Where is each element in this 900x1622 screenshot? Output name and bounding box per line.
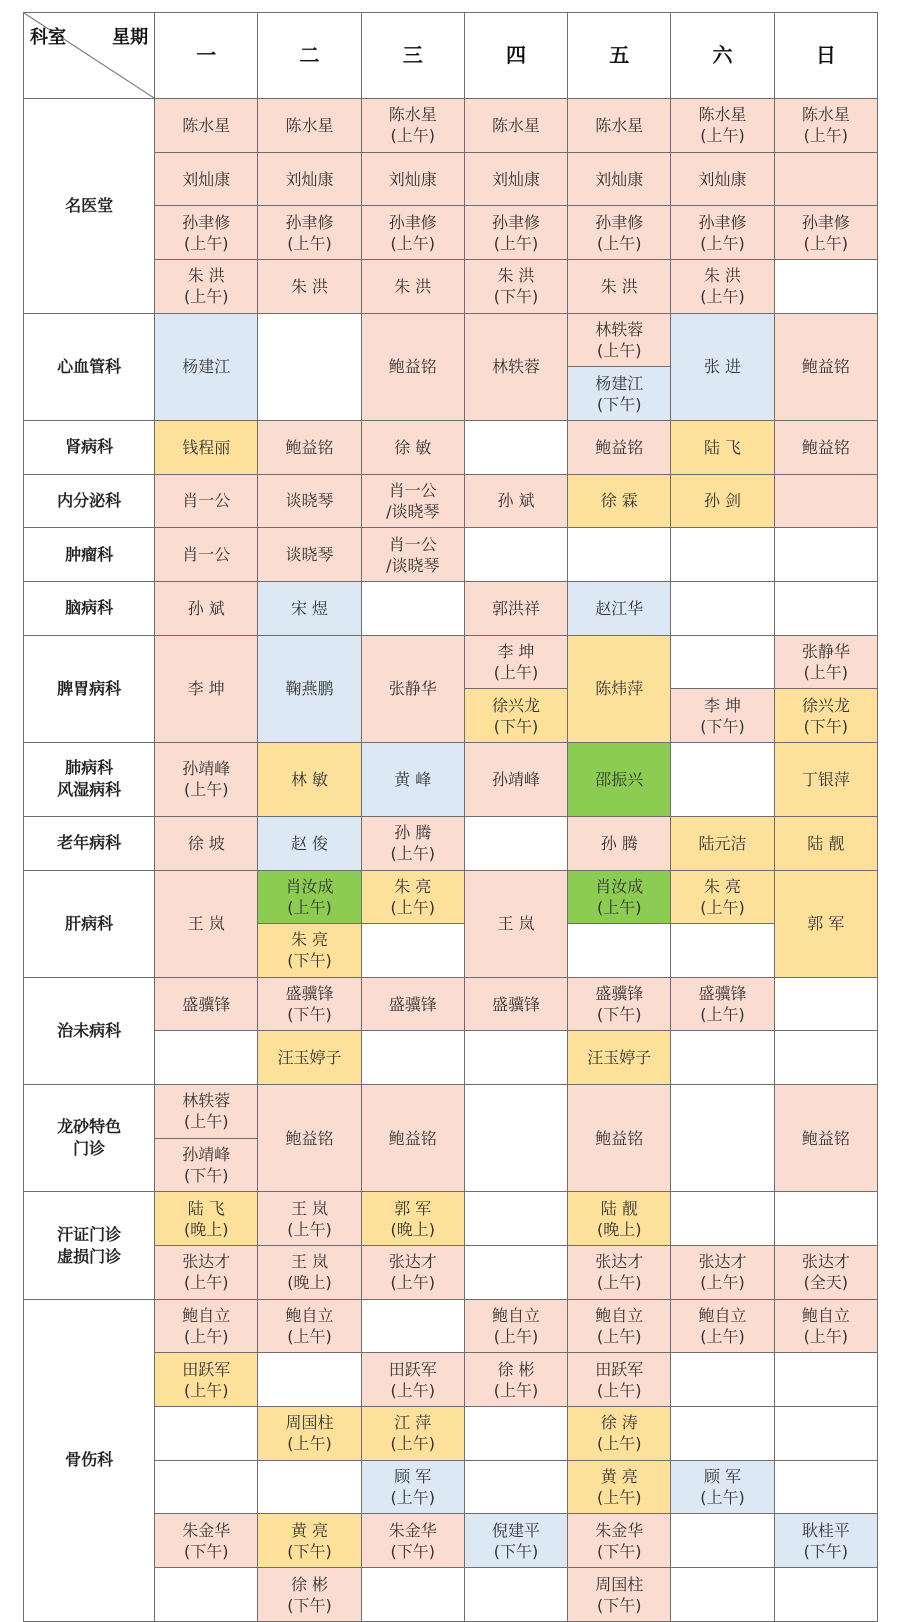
schedule-cell: 林轶蓉 (上午) (568, 313, 671, 367)
empty-cell (361, 1031, 464, 1085)
empty-cell (671, 1192, 774, 1246)
schedule-cell: 张静华 (361, 635, 464, 742)
schedule-cell: 孙聿修 (上午) (155, 206, 258, 260)
schedule-cell: 陈水星 (568, 99, 671, 153)
empty-cell (774, 260, 877, 314)
day-header-wed: 三 (361, 13, 464, 99)
empty-cell (671, 742, 774, 816)
schedule-cell: 周国柱 (上午) (258, 1407, 361, 1461)
schedule-cell: 徐兴龙 (下午) (774, 689, 877, 743)
schedule-cell: 陆 飞 (671, 421, 774, 475)
schedule-cell: 刘灿康 (671, 152, 774, 206)
schedule-cell: 孙 腾 (上午) (361, 816, 464, 870)
schedule-cell: 朱 洪 (下午) (464, 260, 567, 314)
schedule-cell: 盛骥锋 (361, 977, 464, 1031)
schedule-cell: 陈水星 (上午) (361, 99, 464, 153)
schedule-cell: 鲍自立 (上午) (258, 1299, 361, 1353)
empty-cell (464, 1085, 567, 1192)
empty-cell (361, 1568, 464, 1622)
schedule-cell: 孙靖峰 (上午) (155, 742, 258, 816)
schedule-cell: 盛骥锋 (下午) (568, 977, 671, 1031)
empty-cell (568, 924, 671, 978)
empty-cell (155, 1031, 258, 1085)
schedule-cell: 鲍益铭 (568, 1085, 671, 1192)
schedule-cell: 朱 洪 (361, 260, 464, 314)
schedule-cell: 孙靖峰 (464, 742, 567, 816)
empty-cell (774, 1568, 877, 1622)
schedule-cell: 鲍益铭 (774, 313, 877, 420)
schedule-cell: 邵振兴 (568, 742, 671, 816)
schedule-cell: 杨建江 (155, 313, 258, 420)
schedule-cell: 刘灿康 (361, 152, 464, 206)
empty-cell (258, 1460, 361, 1514)
schedule-cell: 朱 洪 (上午) (671, 260, 774, 314)
empty-cell (464, 1460, 567, 1514)
corner-label-weekday: 星期 (112, 27, 149, 48)
schedule-cell: 肖一公 (155, 474, 258, 528)
schedule-cell: 顾 军 (上午) (361, 1460, 464, 1514)
schedule-cell: 鲍自立 (上午) (671, 1299, 774, 1353)
schedule-cell: 杨建江 (下午) (568, 367, 671, 421)
dept-label: 心血管科 (24, 313, 155, 420)
schedule-cell: 盛骥锋 (464, 977, 567, 1031)
dept-label: 汗证门诊 虚损门诊 (24, 1192, 155, 1299)
schedule-cell: 鲍益铭 (361, 1085, 464, 1192)
dept-label: 肾病科 (24, 421, 155, 475)
schedule-cell: 陈炜萍 (568, 635, 671, 742)
schedule-cell: 张 进 (671, 313, 774, 420)
schedule-cell: 刘灿康 (155, 152, 258, 206)
schedule-cell: 黄 亮 (上午) (568, 1460, 671, 1514)
schedule-cell: 朱 洪 (上午) (155, 260, 258, 314)
schedule-cell: 鲍自立 (上午) (774, 1299, 877, 1353)
schedule-cell: 孙聿修 (上午) (258, 206, 361, 260)
schedule-cell: 张静华 (上午) (774, 635, 877, 689)
schedule-cell: 肖一公 (155, 528, 258, 582)
schedule-cell: 朱金华 (下午) (568, 1514, 671, 1568)
schedule-cell: 鲍益铭 (258, 1085, 361, 1192)
schedule-cell: 朱 亮 (上午) (361, 870, 464, 924)
schedule-cell: 盛骥锋 (155, 977, 258, 1031)
empty-cell (464, 1246, 567, 1300)
schedule-cell: 刘灿康 (258, 152, 361, 206)
empty-cell (671, 1514, 774, 1568)
schedule-cell: 孙聿修 (上午) (774, 206, 877, 260)
schedule-cell: 鲍自立 (上午) (155, 1299, 258, 1353)
schedule-cell: 张达才 (上午) (155, 1246, 258, 1300)
schedule-cell: 江 萍 (上午) (361, 1407, 464, 1461)
empty-cell (774, 1031, 877, 1085)
empty-cell (774, 1407, 877, 1461)
schedule-cell: 倪建平 (下午) (464, 1514, 567, 1568)
empty-cell (671, 1085, 774, 1192)
empty-cell (464, 528, 567, 582)
empty-cell (155, 1460, 258, 1514)
schedule-cell: 徐 霖 (568, 474, 671, 528)
schedule-cell: 陆 飞 (晚上) (155, 1192, 258, 1246)
schedule-cell: 朱 亮 (上午) (671, 870, 774, 924)
schedule-cell: 徐兴龙 (下午) (464, 689, 567, 743)
schedule-cell: 徐 敏 (361, 421, 464, 475)
day-header-sun: 日 (774, 13, 877, 99)
schedule-cell: 孙聿修 (上午) (671, 206, 774, 260)
schedule-cell: 陈水星 (155, 99, 258, 153)
schedule-cell: 鲍益铭 (774, 421, 877, 475)
schedule-cell: 孙聿修 (上午) (464, 206, 567, 260)
schedule-cell: 张达才 (上午) (671, 1246, 774, 1300)
schedule-cell: 林轶蓉 (464, 313, 567, 420)
schedule-cell: 孙聿修 (上午) (568, 206, 671, 260)
empty-cell (671, 528, 774, 582)
schedule-cell: 赵 俊 (258, 816, 361, 870)
schedule-cell: 耿桂平 (下午) (774, 1514, 877, 1568)
schedule-cell: 田跃军 (上午) (568, 1353, 671, 1407)
empty-cell (258, 313, 361, 420)
schedule-cell: 汪玉婷子 (258, 1031, 361, 1085)
dept-label: 肝病科 (24, 870, 155, 977)
empty-cell (774, 474, 877, 528)
dept-label: 肿瘤科 (24, 528, 155, 582)
schedule-cell: 朱 洪 (258, 260, 361, 314)
empty-cell (774, 528, 877, 582)
empty-cell (774, 152, 877, 206)
corner-label-dept: 科室 (30, 27, 66, 48)
day-header-mon: 一 (155, 13, 258, 99)
schedule-cell: 鲍自立 (上午) (464, 1299, 567, 1353)
empty-cell (671, 1031, 774, 1085)
dept-label: 老年病科 (24, 816, 155, 870)
dept-label: 脾胃病科 (24, 635, 155, 742)
schedule-cell: 宋 煜 (258, 581, 361, 635)
empty-cell (155, 1407, 258, 1461)
dept-label: 脑病科 (24, 581, 155, 635)
empty-cell (774, 1192, 877, 1246)
empty-cell (464, 1407, 567, 1461)
schedule-cell: 王 岚 (464, 870, 567, 977)
schedule-cell: 顾 军 (上午) (671, 1460, 774, 1514)
schedule-cell: 徐 坡 (155, 816, 258, 870)
empty-cell (258, 1353, 361, 1407)
schedule-cell: 孙 斌 (464, 474, 567, 528)
day-header-thu: 四 (464, 13, 567, 99)
schedule-cell: 陈水星 (258, 99, 361, 153)
empty-cell (361, 581, 464, 635)
schedule-cell: 陆 靓 (774, 816, 877, 870)
schedule-cell: 朱 洪 (568, 260, 671, 314)
schedule-cell: 徐 涛 (上午) (568, 1407, 671, 1461)
schedule-cell: 周国柱 (下午) (568, 1568, 671, 1622)
schedule-cell: 陈水星 (上午) (774, 99, 877, 153)
schedule-cell: 李 坤 (上午) (464, 635, 567, 689)
schedule-cell: 朱 亮 (下午) (258, 924, 361, 978)
dept-label: 内分泌科 (24, 474, 155, 528)
schedule-cell: 朱金华 (下午) (361, 1514, 464, 1568)
empty-cell (774, 1460, 877, 1514)
schedule-cell: 李 坤 (下午) (671, 689, 774, 743)
schedule-cell: 郭 军 (774, 870, 877, 977)
schedule-cell: 徐 彬 (下午) (258, 1568, 361, 1622)
schedule-cell: 盛骥锋 (上午) (671, 977, 774, 1031)
schedule-cell: 黄 峰 (361, 742, 464, 816)
empty-cell (464, 816, 567, 870)
empty-cell (464, 1192, 567, 1246)
schedule-cell: 丁银萍 (774, 742, 877, 816)
empty-cell (671, 924, 774, 978)
schedule-cell: 肖一公 /谈晓琴 (361, 474, 464, 528)
empty-cell (361, 924, 464, 978)
empty-cell (671, 581, 774, 635)
schedule-cell: 孙 腾 (568, 816, 671, 870)
dept-label: 名医堂 (24, 99, 155, 314)
dept-label: 肺病科 风湿病科 (24, 742, 155, 816)
schedule-cell: 陈水星 (464, 99, 567, 153)
empty-cell (671, 1353, 774, 1407)
dept-label: 龙砂特色 门诊 (24, 1085, 155, 1192)
schedule-cell: 黄 亮 (下午) (258, 1514, 361, 1568)
empty-cell (774, 581, 877, 635)
schedule-cell: 陆元洁 (671, 816, 774, 870)
empty-cell (464, 1568, 567, 1622)
schedule-cell: 郭洪祥 (464, 581, 567, 635)
schedule-cell: 张达才 (上午) (568, 1246, 671, 1300)
schedule-cell: 鞠燕鹏 (258, 635, 361, 742)
schedule-cell: 肖汝成 (上午) (258, 870, 361, 924)
schedule-cell: 鲍益铭 (258, 421, 361, 475)
empty-cell (774, 1353, 877, 1407)
schedule-cell: 陈水星 (上午) (671, 99, 774, 153)
schedule-cell: 徐 彬 (上午) (464, 1353, 567, 1407)
schedule-cell: 汪玉婷子 (568, 1031, 671, 1085)
schedule-cell: 赵江华 (568, 581, 671, 635)
dept-label: 治未病科 (24, 977, 155, 1084)
schedule-cell: 孙靖峰 (下午) (155, 1138, 258, 1192)
schedule-cell: 王 岚 (上午) (258, 1192, 361, 1246)
schedule-cell: 钱程丽 (155, 421, 258, 475)
dept-label: 骨伤科 (24, 1299, 155, 1621)
empty-cell (155, 1568, 258, 1622)
schedule-cell: 孙 斌 (155, 581, 258, 635)
schedule-cell: 陆 靓 (晚上) (568, 1192, 671, 1246)
empty-cell (774, 977, 877, 1031)
empty-cell (361, 1299, 464, 1353)
day-header-tue: 二 (258, 13, 361, 99)
schedule-cell: 张达才 (上午) (361, 1246, 464, 1300)
empty-cell (464, 1031, 567, 1085)
empty-cell (671, 1568, 774, 1622)
empty-cell (568, 528, 671, 582)
schedule-cell: 林 敏 (258, 742, 361, 816)
schedule-cell: 林轶蓉 (上午) (155, 1085, 258, 1139)
day-header-fri: 五 (568, 13, 671, 99)
schedule-cell: 孙聿修 (上午) (361, 206, 464, 260)
schedule-cell: 谈晓琴 (258, 528, 361, 582)
schedule-cell: 朱金华 (下午) (155, 1514, 258, 1568)
day-header-sat: 六 (671, 13, 774, 99)
empty-cell (671, 1407, 774, 1461)
schedule-cell: 鲍益铭 (774, 1085, 877, 1192)
schedule-cell: 王 岚 (155, 870, 258, 977)
schedule-cell: 田跃军 (上午) (155, 1353, 258, 1407)
empty-cell (671, 635, 774, 689)
diagonal-line (24, 13, 154, 98)
schedule-cell: 李 坤 (155, 635, 258, 742)
schedule-cell: 王 岚 (晚上) (258, 1246, 361, 1300)
schedule-cell: 张达才 (全天) (774, 1246, 877, 1300)
schedule-cell: 刘灿康 (568, 152, 671, 206)
schedule-cell: 盛骥锋 (下午) (258, 977, 361, 1031)
schedule-cell: 田跃军 (上午) (361, 1353, 464, 1407)
schedule-cell: 肖一公 /谈晓琴 (361, 528, 464, 582)
schedule-table (23, 12, 878, 1622)
corner-header-cell (24, 13, 155, 99)
schedule-cell: 鲍益铭 (568, 421, 671, 475)
schedule-cell: 肖汝成 (上午) (568, 870, 671, 924)
empty-cell (464, 421, 567, 475)
schedule-cell: 谈晓琴 (258, 474, 361, 528)
schedule-cell: 鲍自立 (上午) (568, 1299, 671, 1353)
schedule-cell: 鲍益铭 (361, 313, 464, 420)
schedule-cell: 郭 军 (晚上) (361, 1192, 464, 1246)
schedule-cell: 孙 剑 (671, 474, 774, 528)
schedule-cell: 刘灿康 (464, 152, 567, 206)
